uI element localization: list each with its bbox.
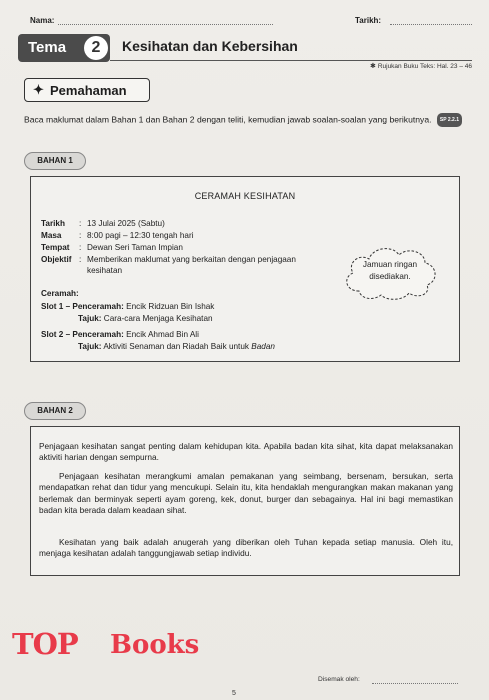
diamond-star-icon: ✦ [33,82,44,97]
theme-number: 2 [84,36,108,60]
cloud-text [339,259,441,283]
paragraph-2 [39,471,453,517]
info-value: Memberikan maklumat yang berkaitan dengan penjagaan kesihatan [87,255,296,275]
bahan-2-tag: BAHAN 2 [24,402,86,420]
bahan-1-tag: BAHAN 1 [24,152,86,170]
info-label: Objektif [41,255,72,264]
bahan-2-box [30,426,460,576]
info-value: 13 Julai 2025 (Sabtu) [87,219,165,228]
slot-1-label: Slot 1 – Penceramah: [41,302,124,311]
instruction [24,113,464,127]
info-colon: : [79,219,82,228]
refreshment-cloud [339,243,441,301]
paragraph-1 [39,441,453,464]
slot-1-topic [78,313,378,324]
theme-divider [110,60,472,61]
slot-2-topic [78,341,418,352]
slot-2-label: Slot 2 – Penceramah: [41,330,124,339]
event-title: CERAMAH KESIHATAN [194,191,296,201]
name-label: Nama: [30,16,55,25]
theme-label: Tema [28,39,67,56]
page-footer [0,627,489,700]
cloud-line-1: Jamuan ringan [362,260,418,269]
slot-1-tajuk: Cara-cara Menjaga Kesihatan [103,314,213,323]
reviewed-by-line [372,683,458,684]
slot-1-speaker: Encik Ridzuan Bin Ishak [126,302,215,311]
slot-1 [41,301,341,312]
slot-2-tajuk: Aktiviti Senaman dan Riadah Baik untuk [103,342,249,351]
star-icon: ✱ [369,63,376,70]
bahan-1-box [30,176,460,362]
page-number: 5 [232,690,236,697]
info-colon: : [79,231,82,240]
slot-2-tajuk-italic: Badan [251,342,275,351]
slot-2-tajuk-label: Tajuk: [78,342,102,351]
logo-top-text: TOP [12,627,78,661]
section-title-box [24,78,150,102]
info-value: Dewan Seri Taman Impian [87,243,183,252]
paragraph-1-text: Penjagaan kesihatan sangat penting dalam kehidupan kita. Apabila badan kita sihat, kita dapat melaksanakan aktiviti harian dengan sempurna. [39,441,453,463]
student-info-row [30,14,472,28]
instruction-text: Baca maklumat dalam Bahan 1 dan Bahan 2 dengan teliti, kemudian jawab soalan-soalan yang berikutnya. [24,114,432,125]
info-colon: : [79,243,82,252]
section-title: Pemahaman [50,83,127,98]
paragraph-3-text: Kesihatan yang baik adalah anugerah yang diberikan oleh Tuhan kepada setiap manusia. Oleh itu, menjaga kesihatan adalah tanggungjawab setiap individu. [39,537,453,559]
slot-1-tajuk-label: Tajuk: [78,314,102,323]
info-label: Masa [41,231,62,240]
textbook-reference-text: Rujukan Buku Teks: Hal. 23 – 46 [377,63,472,70]
theme-badge [18,34,110,62]
info-colon: : [79,255,82,264]
slot-2 [41,329,341,340]
paragraph-3 [39,537,453,560]
cloud-line-2: disediakan. [369,272,411,281]
theme-header [18,32,472,70]
topbooks-logo [12,627,212,661]
ceramah-label: Ceramah: [41,289,79,298]
paragraph-2-text: Penjagaan kesihatan merangkumi amalan pemakanan yang seimbang, bersenam, bersukan, serta mendapatkan rehat dan tidur yang mencukupi. Selain itu, kita hendaklah mengurangkan makan makanan yang berlemak dan berminyak seperti ayam goreng, kek, donut, burger dan sebagainya. Hal ini bagi memastikan badan kita berada dalam keadaan sihat. [39,471,453,516]
theme-title: Kesihatan dan Kebersihan [122,38,298,54]
reviewed-by-label: Disemak oleh: [318,676,360,683]
standard-badge: SP 2.2.1 [437,113,462,127]
info-label: Tarikh [41,219,65,228]
info-value: 8:00 pagi – 12:30 tengah hari [87,231,194,240]
info-label: Tempat [41,243,70,252]
slot-2-speaker: Encik Ahmad Bin Ali [126,330,199,339]
logo-books-text: Books [110,630,200,660]
date-label: Tarikh: [355,16,382,25]
name-field-line [58,24,273,25]
textbook-reference [370,62,472,70]
date-field-line [390,24,472,25]
